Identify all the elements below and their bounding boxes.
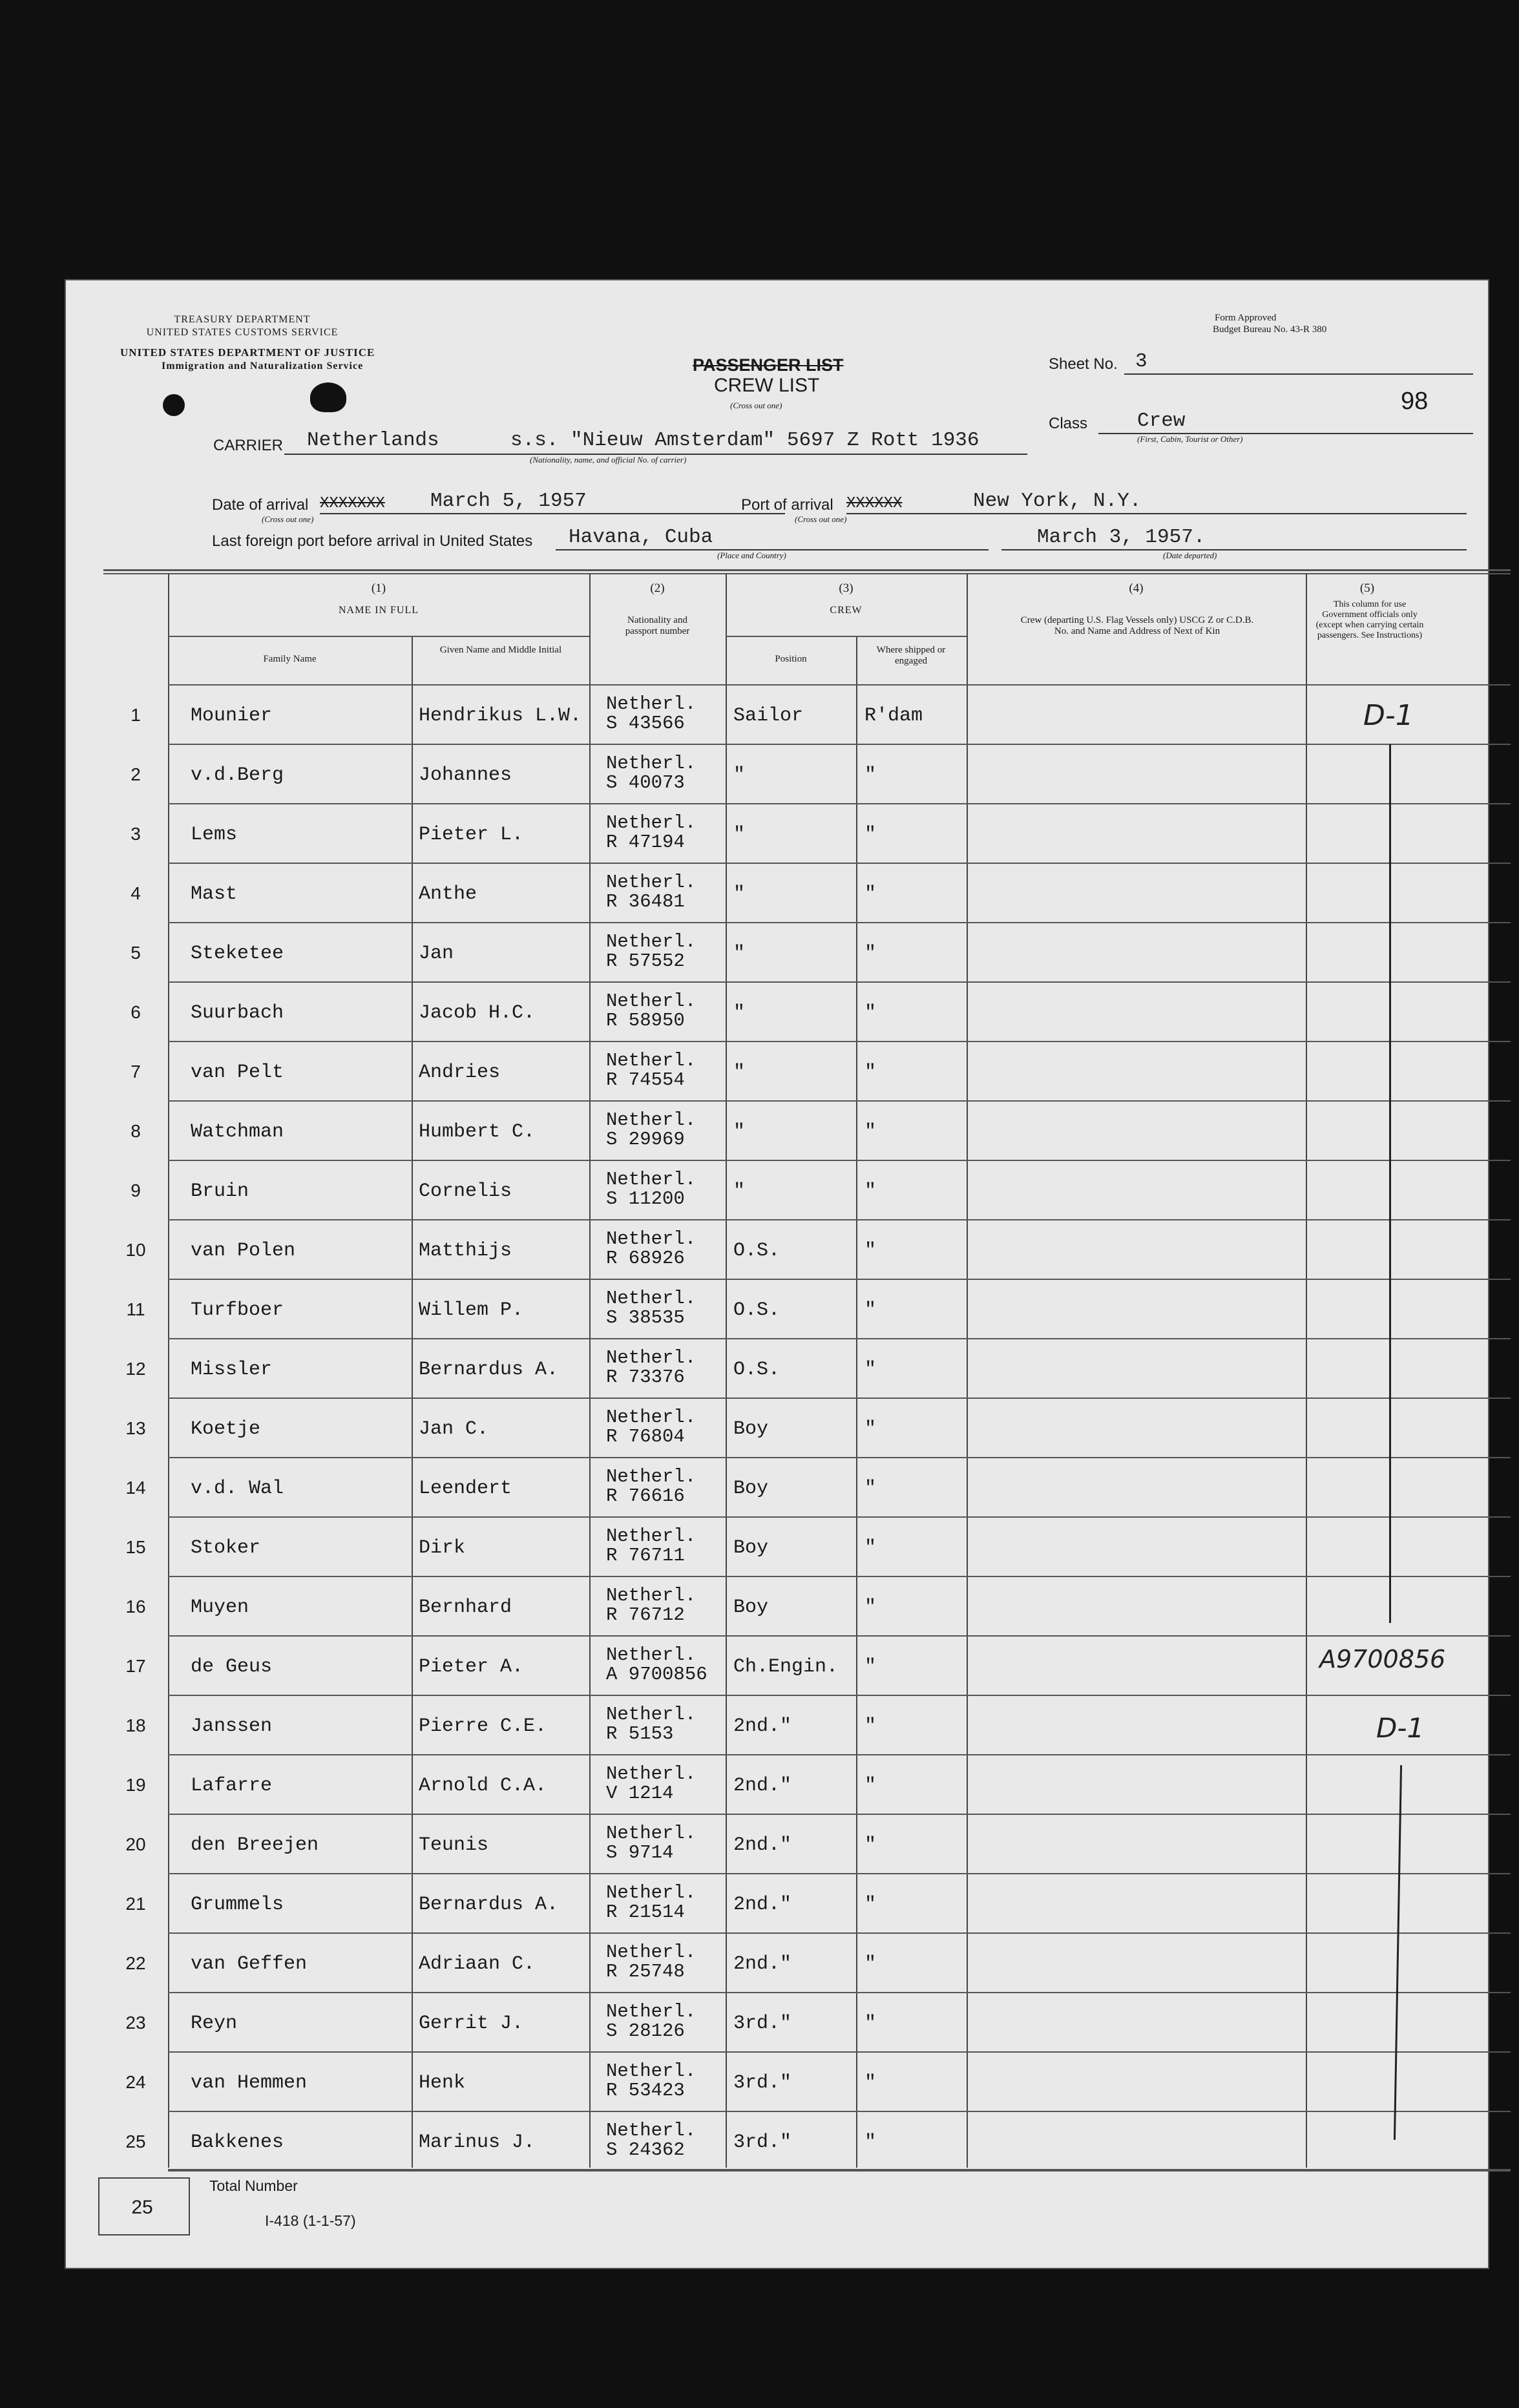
nationality: Netherl. (606, 1704, 697, 1725)
punch-hole-right (310, 382, 346, 412)
passport-number: R 76616 (606, 1485, 685, 1507)
position: 2nd." (733, 1715, 792, 1737)
where-shipped-header: Where shipped or engaged (876, 645, 946, 666)
nationality: Netherl. (606, 1169, 697, 1190)
passport-number: R 74554 (606, 1069, 685, 1091)
last-port-value: Havana, Cuba (569, 526, 713, 549)
given-name: Hendrikus L.W. (419, 705, 582, 727)
row-divider (168, 922, 1511, 923)
sheet-value: 3 (1135, 350, 1147, 373)
where-shipped: " (864, 1359, 877, 1381)
family-name: Turfboer (191, 1299, 284, 1321)
given-name: Pieter L. (419, 824, 524, 846)
row-number: 3 (131, 824, 141, 844)
position: 2nd." (733, 1953, 792, 1975)
family-name: v.d. Wal (191, 1478, 284, 1500)
family-name: Lafarre (191, 1775, 273, 1797)
row-number: 18 (125, 1715, 146, 1735)
family-name: van Geffen (191, 1953, 308, 1975)
col4-title: Crew (departing U.S. Flag Vessels only) USCG Z or C.D.B. No. and Name and Address of Next of Kin (1020, 615, 1254, 636)
title-cross-note: (Cross out one) (730, 401, 782, 410)
position: " (733, 1062, 746, 1084)
row-number: 2 (131, 764, 141, 784)
carrier-label: CARRIER (213, 437, 284, 454)
given-name: Bernardus A. (419, 1894, 559, 1916)
family-name: Stoker (191, 1537, 261, 1559)
position: 3rd." (733, 2131, 792, 2153)
row-number: 19 (125, 1775, 146, 1795)
treasury-dept: TREASURY DEPARTMENT (174, 314, 311, 325)
given-name: Bernardus A. (419, 1359, 559, 1381)
punch-hole-left (163, 394, 185, 416)
crew-list-title: CREW LIST (714, 375, 820, 396)
position: " (733, 764, 746, 786)
where-shipped: " (864, 764, 877, 786)
row-number: 24 (125, 2072, 146, 2092)
passenger-list-title: PASSENGER LIST (693, 355, 844, 375)
col2-num: (2) (650, 581, 665, 595)
position: Boy (733, 1478, 769, 1500)
row-number: 4 (131, 883, 141, 903)
where-shipped: " (864, 1656, 877, 1678)
position: " (733, 943, 746, 965)
annotation-row18: D-1 (1376, 1712, 1425, 1744)
nationality: Netherl. (606, 2120, 697, 2141)
where-shipped: " (864, 1062, 877, 1084)
class-note: (First, Cabin, Tourist or Other) (1137, 434, 1243, 444)
family-name: Reyn (191, 2013, 238, 2035)
nationality: Netherl. (606, 1525, 697, 1547)
position: 3rd." (733, 2013, 792, 2035)
justice-dept: UNITED STATES DEPARTMENT OF JUSTICE (120, 346, 375, 359)
passport-number: R 5153 (606, 1723, 674, 1744)
given-name: Leendert (419, 1478, 512, 1500)
form-number: I-418 (1-1-57) (265, 2212, 356, 2229)
nationality: Netherl. (606, 990, 697, 1012)
row-number: 9 (131, 1180, 141, 1200)
passport-number: R 25748 (606, 1961, 685, 1982)
family-name: van Pelt (191, 1062, 284, 1084)
position: " (733, 1002, 746, 1024)
position: O.S. (733, 1240, 780, 1262)
nationality: Netherl. (606, 1050, 697, 1071)
position: Boy (733, 1418, 769, 1440)
nationality: Netherl. (606, 753, 697, 774)
passport-number: S 9714 (606, 1842, 674, 1863)
col4-num: (4) (1129, 581, 1144, 595)
row-divider (168, 1873, 1511, 1874)
position: " (733, 1180, 746, 1202)
given-name: Bernhard (419, 1597, 512, 1618)
nationality: Netherl. (606, 1644, 697, 1666)
date-struck: XXXXXXX (320, 495, 385, 512)
nationality: Netherl. (606, 1288, 697, 1309)
page-number: 98 (1401, 388, 1429, 415)
given-name: Andries (419, 1062, 501, 1084)
row-number: 8 (131, 1121, 141, 1141)
carrier-note: (Nationality, name, and official No. of carrier) (530, 455, 687, 465)
position: 2nd." (733, 1894, 792, 1916)
family-name: Bakkenes (191, 2131, 284, 2153)
form-approved: Form Approved (1215, 313, 1277, 323)
row-divider (168, 1932, 1511, 1934)
position: " (733, 883, 746, 905)
passport-number: R 76804 (606, 1426, 685, 1447)
total-value: 25 (131, 2197, 153, 2218)
position: 2nd." (733, 1834, 792, 1856)
col1-num: (1) (371, 581, 386, 595)
annotation-row17: A9700856 (1319, 1645, 1446, 1673)
nationality: Netherl. (606, 1466, 697, 1487)
row-number: 23 (125, 2013, 146, 2033)
given-name: Willem P. (419, 1299, 524, 1321)
where-shipped: " (864, 943, 877, 965)
row-number: 13 (125, 1418, 146, 1438)
where-shipped: " (864, 1478, 877, 1500)
given-name: Gerrit J. (419, 2013, 524, 2035)
where-shipped: " (864, 1121, 877, 1143)
family-name: Janssen (191, 1715, 273, 1737)
position: Boy (733, 1537, 769, 1559)
nationality: Netherl. (606, 693, 697, 715)
row-divider (168, 1338, 1511, 1339)
budget-bureau: Budget Bureau No. 43-R 380 (1213, 324, 1327, 335)
row-divider (168, 744, 1511, 745)
row-divider (168, 1398, 1511, 1399)
where-shipped: " (864, 1240, 877, 1262)
row-number: 12 (125, 1359, 146, 1379)
where-shipped: " (864, 2072, 877, 2094)
given-name: Pieter A. (419, 1656, 524, 1678)
family-name: Grummels (191, 1894, 284, 1916)
given-name: Adriaan C. (419, 1953, 536, 1975)
given-name: Matthijs (419, 1240, 512, 1262)
where-shipped: R'dam (864, 705, 923, 727)
col3-num: (3) (839, 581, 854, 595)
row-number: 16 (125, 1597, 146, 1617)
col5-title: This column for use Government officials only (except when carrying certain passengers. See Instructions) (1315, 600, 1424, 640)
family-name: Watchman (191, 1121, 284, 1143)
where-shipped: " (864, 1953, 877, 1975)
departed-value: March 3, 1957. (1037, 526, 1206, 549)
where-shipped: " (864, 1894, 877, 1916)
col2-title: Nationality and passport number (625, 615, 690, 636)
position: 2nd." (733, 1775, 792, 1797)
nationality: Netherl. (606, 2060, 697, 2082)
row-divider (168, 1160, 1511, 1161)
nationality: Netherl. (606, 1109, 697, 1131)
passport-number: S 11200 (606, 1188, 685, 1209)
crew-list-form (65, 279, 1489, 2269)
family-name: Muyen (191, 1597, 249, 1618)
given-name: Johannes (419, 764, 512, 786)
family-name: Missler (191, 1359, 273, 1381)
where-shipped: " (864, 1002, 877, 1024)
row-number: 7 (131, 1062, 141, 1082)
date-cross-note: (Cross out one) (262, 514, 314, 524)
row-divider (168, 1992, 1511, 1993)
passport-number: R 21514 (606, 1901, 685, 1923)
passport-number: S 24362 (606, 2139, 685, 2161)
position: " (733, 1121, 746, 1143)
where-shipped: " (864, 1715, 877, 1737)
port-cross-note: (Cross out one) (795, 514, 847, 524)
passport-number: R 53423 (606, 2080, 685, 2101)
port-struck: XXXXXX (846, 495, 903, 512)
family-name: Koetje (191, 1418, 261, 1440)
date-value: March 5, 1957 (430, 490, 587, 512)
passport-number: S 43566 (606, 713, 685, 734)
sheet-label: Sheet No. (1049, 355, 1118, 373)
family-name: v.d.Berg (191, 764, 284, 786)
position: 3rd." (733, 2072, 792, 2094)
position: O.S. (733, 1359, 780, 1381)
given-name: Marinus J. (419, 2131, 536, 2153)
given-name: Pierre C.E. (419, 1715, 547, 1737)
nationality: Netherl. (606, 1882, 697, 1903)
family-name: Lems (191, 824, 238, 846)
family-name: Mast (191, 883, 238, 905)
row-divider (168, 1516, 1511, 1518)
nationality: Netherl. (606, 1347, 697, 1368)
col1-title: NAME IN FULL (339, 605, 419, 616)
where-shipped: " (864, 1299, 877, 1321)
given-name: Dirk (419, 1537, 466, 1559)
carrier-nationality: Netherlands (307, 429, 439, 452)
nationality: Netherl. (606, 1585, 697, 1606)
passport-number: R 68926 (606, 1248, 685, 1269)
nationality: Netherl. (606, 1407, 697, 1428)
passport-number: R 76712 (606, 1604, 685, 1626)
family-name: van Polen (191, 1240, 296, 1262)
given-name: Jan (419, 943, 454, 965)
row-number: 6 (131, 1002, 141, 1022)
where-shipped: " (864, 2131, 877, 2153)
row-divider (168, 1100, 1511, 1102)
family-name-header: Family Name (263, 654, 317, 664)
position: " (733, 824, 746, 846)
row-divider (168, 863, 1511, 864)
row-divider (168, 1754, 1511, 1755)
row-divider (168, 1635, 1511, 1637)
row-divider (168, 1814, 1511, 1815)
row-divider (168, 1576, 1511, 1577)
where-shipped: " (864, 1418, 877, 1440)
where-shipped: " (864, 1537, 877, 1559)
family-name: den Breejen (191, 1834, 319, 1856)
passport-number: V 1214 (606, 1783, 674, 1804)
position-header: Position (775, 654, 807, 664)
row-divider (168, 981, 1511, 983)
where-shipped: " (864, 824, 877, 846)
row-number: 17 (125, 1656, 146, 1676)
passport-number: R 76711 (606, 1545, 685, 1566)
col3-title: CREW (830, 605, 863, 616)
given-name: Jan C. (419, 1418, 489, 1440)
annotation-row1: D-1 (1363, 699, 1414, 732)
departed-note: (Date departed) (1163, 550, 1217, 560)
carrier-vessel: s.s. "Nieuw Amsterdam" 5697 Z Rott 1936 (510, 429, 979, 452)
row-number: 1 (131, 705, 141, 725)
row-divider (168, 2111, 1511, 2112)
nationality: Netherl. (606, 872, 697, 893)
family-name: Bruin (191, 1180, 249, 1202)
given-name: Arnold C.A. (419, 1775, 547, 1797)
position: Boy (733, 1597, 769, 1618)
given-name: Humbert C. (419, 1121, 536, 1143)
where-shipped: " (864, 883, 877, 905)
passport-number: S 38535 (606, 1307, 685, 1328)
nationality: Netherl. (606, 812, 697, 833)
nationality: Netherl. (606, 1763, 697, 1785)
passport-number: R 47194 (606, 832, 685, 853)
passport-number: R 73376 (606, 1366, 685, 1388)
row-number: 20 (125, 1834, 146, 1854)
nationality: Netherl. (606, 1823, 697, 1844)
family-name: van Hemmen (191, 2072, 308, 2094)
row-number: 11 (126, 1299, 145, 1319)
position: O.S. (733, 1299, 780, 1321)
where-shipped: " (864, 1597, 877, 1618)
class-label: Class (1049, 415, 1088, 432)
position: Ch.Engin. (733, 1656, 839, 1678)
row-number: 22 (125, 1953, 146, 1973)
row-number: 5 (131, 943, 141, 963)
row-divider (168, 1279, 1511, 1280)
last-port-label: Last foreign port before arrival in United States (212, 532, 533, 550)
immigration-service: Immigration and Naturalization Service (162, 361, 364, 372)
passport-number: A 9700856 (606, 1664, 707, 1685)
port-label: Port of arrival (741, 496, 833, 514)
where-shipped: " (864, 1834, 877, 1856)
family-name: de Geus (191, 1656, 273, 1678)
given-name: Teunis (419, 1834, 489, 1856)
family-name: Suurbach (191, 1002, 284, 1024)
passport-number: S 28126 (606, 2020, 685, 2042)
row-number: 21 (125, 1894, 146, 1914)
nationality: Netherl. (606, 931, 697, 952)
passport-number: R 36481 (606, 891, 685, 912)
given-name-header: Given Name and Middle Initial (439, 645, 562, 655)
ditto-line-lower (1394, 1765, 1402, 2140)
ditto-line-upper (1389, 744, 1391, 1623)
col5-num: (5) (1359, 581, 1375, 595)
row-number: 10 (125, 1240, 146, 1260)
date-label: Date of arrival (212, 496, 309, 514)
row-divider (168, 1041, 1511, 1042)
family-name: Mounier (191, 705, 273, 727)
row-divider (168, 803, 1511, 804)
passport-number: R 58950 (606, 1010, 685, 1031)
last-port-note: (Place and Country) (717, 550, 786, 560)
row-divider (168, 1457, 1511, 1458)
row-number: 15 (125, 1537, 146, 1557)
where-shipped: " (864, 1180, 877, 1202)
customs-service: UNITED STATES CUSTOMS SERVICE (146, 327, 339, 338)
passport-number: S 29969 (606, 1129, 685, 1150)
position: Sailor (733, 705, 804, 727)
where-shipped: " (864, 1775, 877, 1797)
row-divider (168, 1695, 1511, 1696)
passport-number: R 57552 (606, 950, 685, 972)
nationality: Netherl. (606, 1228, 697, 1250)
port-value: New York, N.Y. (973, 490, 1142, 512)
given-name: Jacob H.C. (419, 1002, 536, 1024)
nationality: Netherl. (606, 1942, 697, 1963)
family-name: Steketee (191, 943, 284, 965)
passport-number: S 40073 (606, 772, 685, 793)
row-number: 14 (125, 1478, 146, 1498)
row-number: 25 (125, 2131, 146, 2151)
given-name: Henk (419, 2072, 466, 2094)
given-name: Anthe (419, 883, 477, 905)
row-divider (168, 2051, 1511, 2053)
where-shipped: " (864, 2013, 877, 2035)
row-divider (168, 1219, 1511, 1220)
given-name: Cornelis (419, 1180, 512, 1202)
class-value: Crew (1137, 410, 1186, 432)
nationality: Netherl. (606, 2001, 697, 2022)
total-label: Total Number (209, 2177, 298, 2194)
